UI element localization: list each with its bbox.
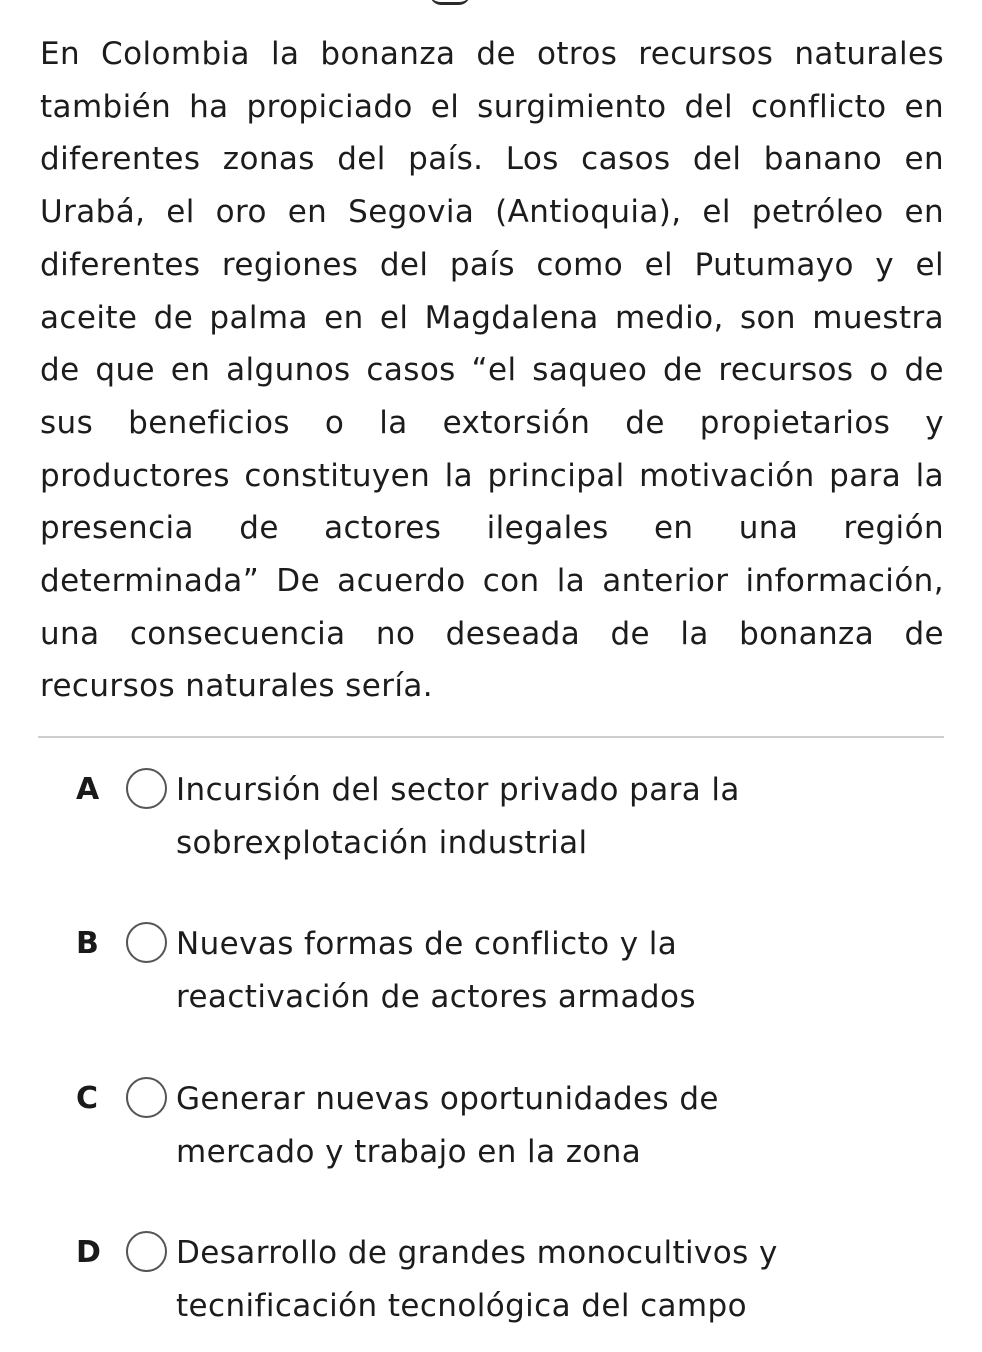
option-d[interactable] [0, 1227, 982, 1337]
option-c[interactable] [0, 1073, 982, 1183]
question-text: En Colombia la bonanza de otros recursos naturales también ha propiciado el surgimiento del conflicto en diferentes zonas del país. Los casos del banano en Urabá, el oro en Segovia (Antioquia), el petróleo en diferentes regiones del país como el Putumayo y el aceite de palma en el Magdalena medio, son muestra de que en algunos casos “el saqueo de recursos o de sus beneficios o la extorsión de propietarios y productores constituyen la principal motivación para la presencia de actores ilegales en una región determinada” De acuerdo con la anterior información, una consecuencia no deseada de la bonanza de recursos naturales sería. [40, 36, 944, 705]
top-cropped-mark [430, 0, 470, 5]
option-label-line: sobrexplotación industrial [176, 825, 588, 861]
option-label-line: tecnificación tecnológica del campo [176, 1288, 747, 1324]
option-label-line: Desarrollo de grandes monocultivos y [176, 1235, 778, 1271]
option-letter: C [76, 1081, 99, 1116]
option-letter: A [76, 772, 100, 807]
option-label-line: Incursión del sector privado para la [176, 772, 740, 808]
option-label-line: reactivación de actores armados [176, 979, 696, 1015]
option-b[interactable] [0, 918, 982, 1028]
option-letter: D [76, 1235, 101, 1270]
option-label-line: Nuevas formas de conflicto y la [176, 926, 678, 962]
radio-circle-icon[interactable] [126, 1231, 167, 1272]
option-label[interactable] [176, 1227, 876, 1333]
option-letter: B [76, 926, 99, 961]
option-label-line: mercado y trabajo en la zona [176, 1134, 642, 1170]
option-a[interactable] [0, 764, 982, 874]
radio-circle-icon[interactable] [126, 922, 167, 963]
radio-circle-icon[interactable] [126, 768, 167, 809]
divider [38, 736, 944, 738]
option-label[interactable] [176, 918, 876, 1024]
option-label[interactable] [176, 1073, 876, 1179]
option-label-line: Generar nuevas oportunidades de [176, 1081, 719, 1117]
radio-circle-icon[interactable] [126, 1077, 167, 1118]
option-label[interactable] [176, 764, 876, 870]
